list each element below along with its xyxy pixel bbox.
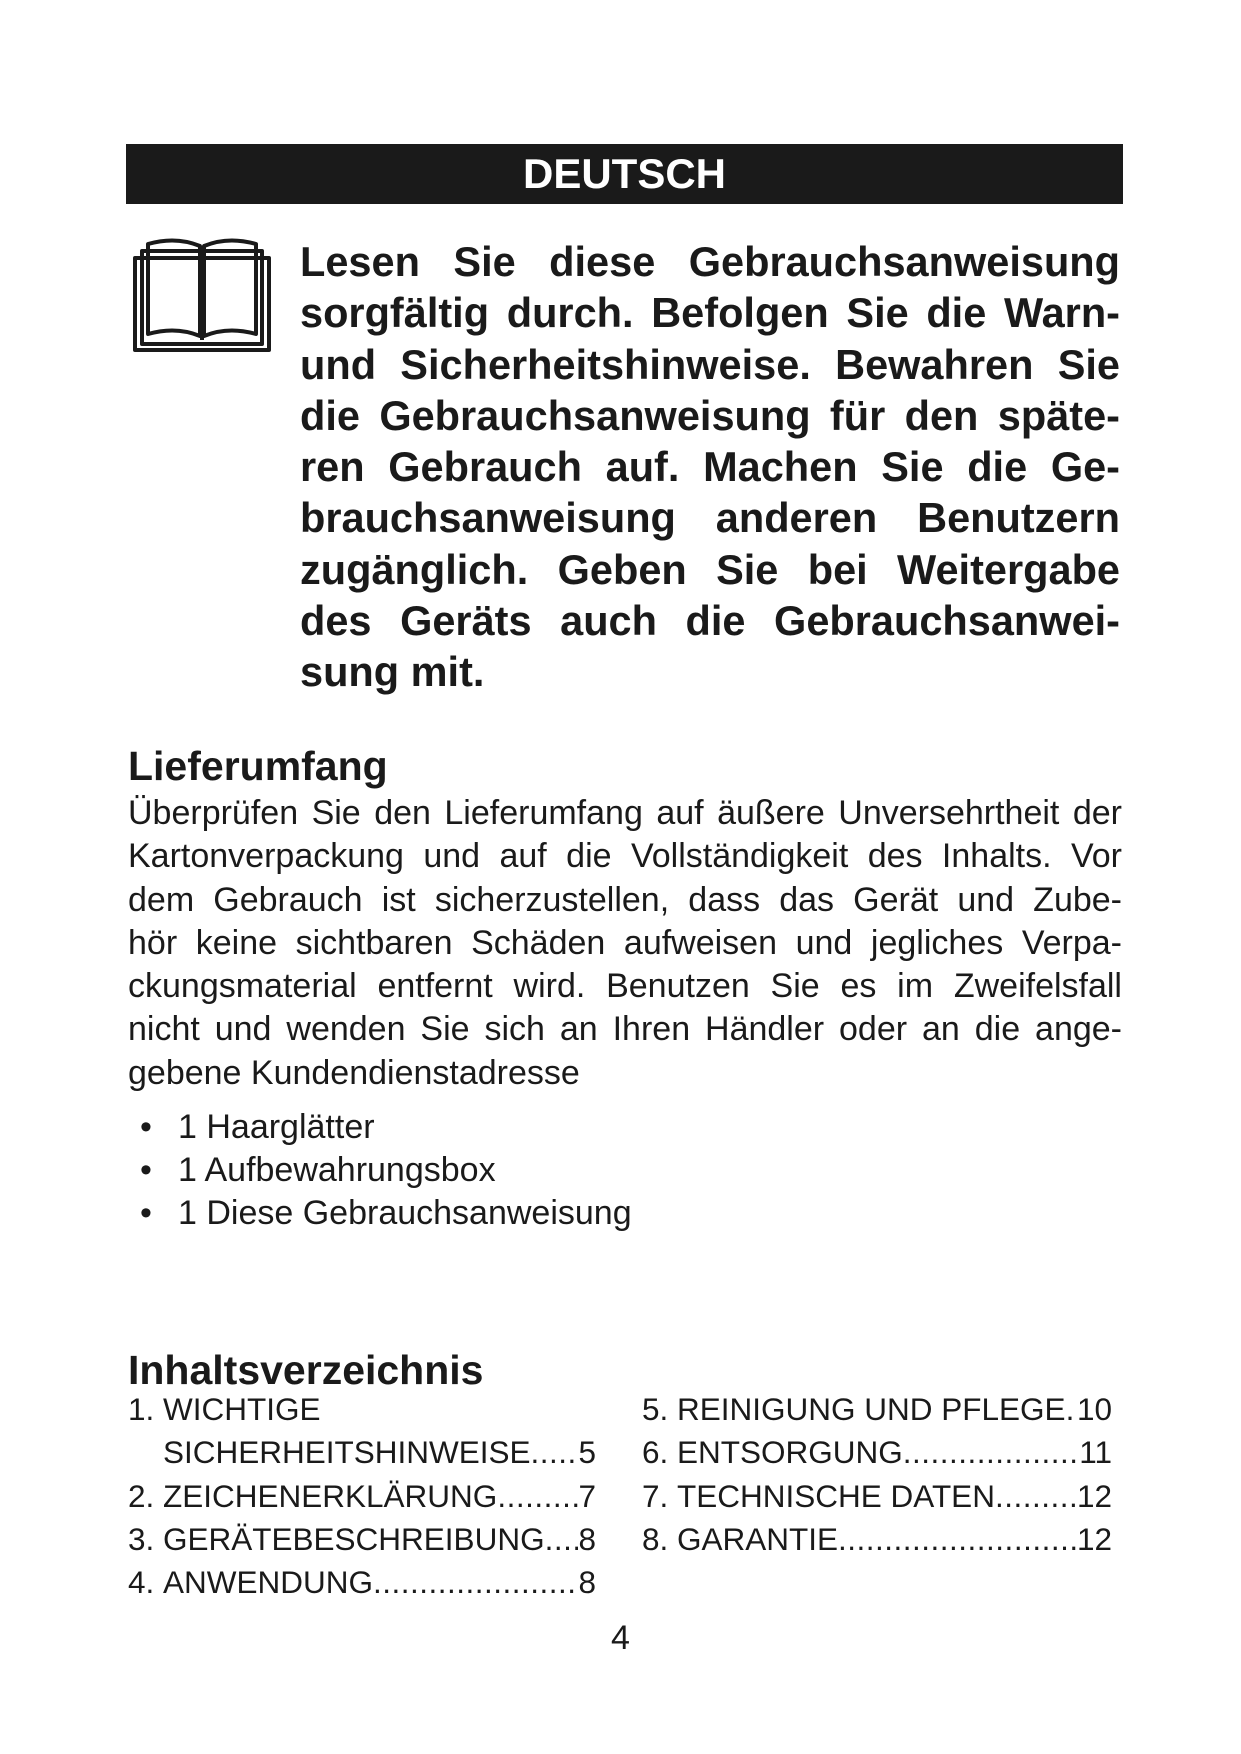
toc-entry-title: TECHNISCHE DATEN (677, 1477, 995, 1514)
intro-line: sorgfältig durch. Befolgen Sie die Warn- (300, 289, 1120, 337)
page-number: 4 (611, 1619, 630, 1657)
bullet-icon: • (140, 1151, 152, 1189)
scope-items-list (140, 1106, 632, 1235)
list-item-text: 1 Aufbewahrungsbox (178, 1151, 496, 1189)
toc-entry-number: 8. (642, 1520, 669, 1557)
scope-line: gebene Kundendienstadresse (128, 1053, 580, 1092)
toc-entry-title: GERÄTEBESCHREIBUNG (163, 1520, 545, 1557)
toc-entry-page: 5 (578, 1434, 596, 1471)
intro-line: zugänglich. Geben Sie bei Weitergabe (300, 545, 1120, 593)
scope-line: Überprüfen Sie den Lieferumfang auf äußere Unversehrtheit der (128, 794, 1122, 832)
toc-entry-title: SICHERHEITSHINWEISE (163, 1434, 531, 1471)
list-item-text: 1 Haarglätter (178, 1108, 375, 1146)
toc-entry-number: 4. (128, 1564, 155, 1601)
toc-entry-number: 1. (128, 1391, 155, 1427)
scope-line: dem Gebrauch ist sicherzustellen, dass das Gerät und Zube- (128, 880, 1122, 919)
toc-entry (128, 1475, 596, 1518)
list-item (140, 1192, 632, 1235)
toc-entry (128, 1431, 596, 1474)
toc-column-right (642, 1388, 1112, 1561)
scope-line: nicht und wenden Sie sich an Ihren Händler oder an die ange- (128, 1010, 1122, 1049)
toc-entry (642, 1388, 1112, 1431)
toc-entry-title: ZEICHENERKLÄRUNG (163, 1477, 498, 1514)
scope-line: Kartonverpackung und auf die Vollständigkeit des Inhalts. Vor (128, 837, 1122, 876)
toc-heading: Inhaltsverzeichnis (128, 1347, 484, 1393)
scope-heading: Lieferumfang (128, 743, 388, 789)
toc-entry-page: 11 (1079, 1434, 1112, 1471)
toc-entry-page: 10 (1076, 1391, 1112, 1427)
list-item (140, 1149, 632, 1192)
toc-entry-page: 12 (1076, 1477, 1112, 1514)
toc-leader-dots (903, 1431, 1080, 1474)
list-item (140, 1106, 632, 1149)
scope-paragraph (128, 792, 1122, 1095)
toc-leader-dots (838, 1518, 1077, 1561)
toc-leader-dots (373, 1561, 578, 1604)
intro-line: des Geräts auch die Gebrauchsanwei- (300, 597, 1120, 645)
intro-line: sung mit. (300, 648, 485, 696)
toc-entry-page: 8 (578, 1564, 596, 1601)
toc-entry-number: 7. (642, 1477, 669, 1514)
scope-line: ckungsmaterial entfernt wird. Benutzen Sie es im Zweifelsfall (128, 967, 1122, 1006)
bullet-icon: • (140, 1108, 152, 1146)
toc-entry-title: REINIGUNG UND PFLEGE (677, 1391, 1066, 1427)
intro-line: Lesen Sie diese Gebrauchsanweisung (300, 238, 1120, 285)
language-header: DEUTSCH (126, 144, 1123, 204)
toc-leader-dots (545, 1518, 579, 1561)
bullet-icon: • (140, 1194, 152, 1232)
toc-entry (128, 1388, 596, 1431)
toc-entry-title: ENTSORGUNG (677, 1434, 903, 1471)
toc-leader-dots (531, 1431, 579, 1474)
intro-line: brauchsanweisung anderen Benutzern (300, 494, 1120, 542)
toc-entry (642, 1431, 1112, 1474)
toc-entry (128, 1561, 596, 1604)
toc-leader-dots (1066, 1388, 1077, 1431)
intro-notice (300, 236, 1120, 698)
toc-entry (642, 1475, 1112, 1518)
toc-entry-number: 3. (128, 1520, 155, 1557)
toc-entry (128, 1518, 596, 1561)
toc-entry-number: 2. (128, 1477, 155, 1514)
toc-leader-dots (497, 1475, 578, 1518)
intro-line: die Gebrauchsanweisung für den späte- (300, 391, 1120, 439)
toc-entry-title: WICHTIGE (163, 1391, 321, 1427)
toc-entry-number: 6. (642, 1434, 669, 1471)
toc-entry-title: GARANTIE (677, 1520, 839, 1557)
toc-column-left (128, 1388, 596, 1604)
toc-entry-page: 12 (1076, 1520, 1112, 1557)
intro-line: und Sicherheitshinweise. Bewahren Sie (300, 340, 1120, 388)
toc-entry (642, 1518, 1112, 1561)
open-book-icon (132, 236, 272, 354)
toc-entry-page: 7 (578, 1477, 596, 1514)
list-item-text: 1 Diese Gebrauchsanweisung (178, 1194, 632, 1232)
intro-line: ren Gebrauch auf. Machen Sie die Ge- (300, 443, 1120, 491)
toc-entry-page: 8 (578, 1520, 596, 1557)
scope-line: hör keine sichtbaren Schäden aufweisen und jegliches Verpa- (128, 923, 1122, 962)
toc-leader-dots (995, 1475, 1077, 1518)
toc-entry-title: ANWENDUNG (163, 1564, 373, 1601)
toc-entry-number (128, 1431, 163, 1474)
toc-entry-number: 5. (642, 1391, 669, 1427)
